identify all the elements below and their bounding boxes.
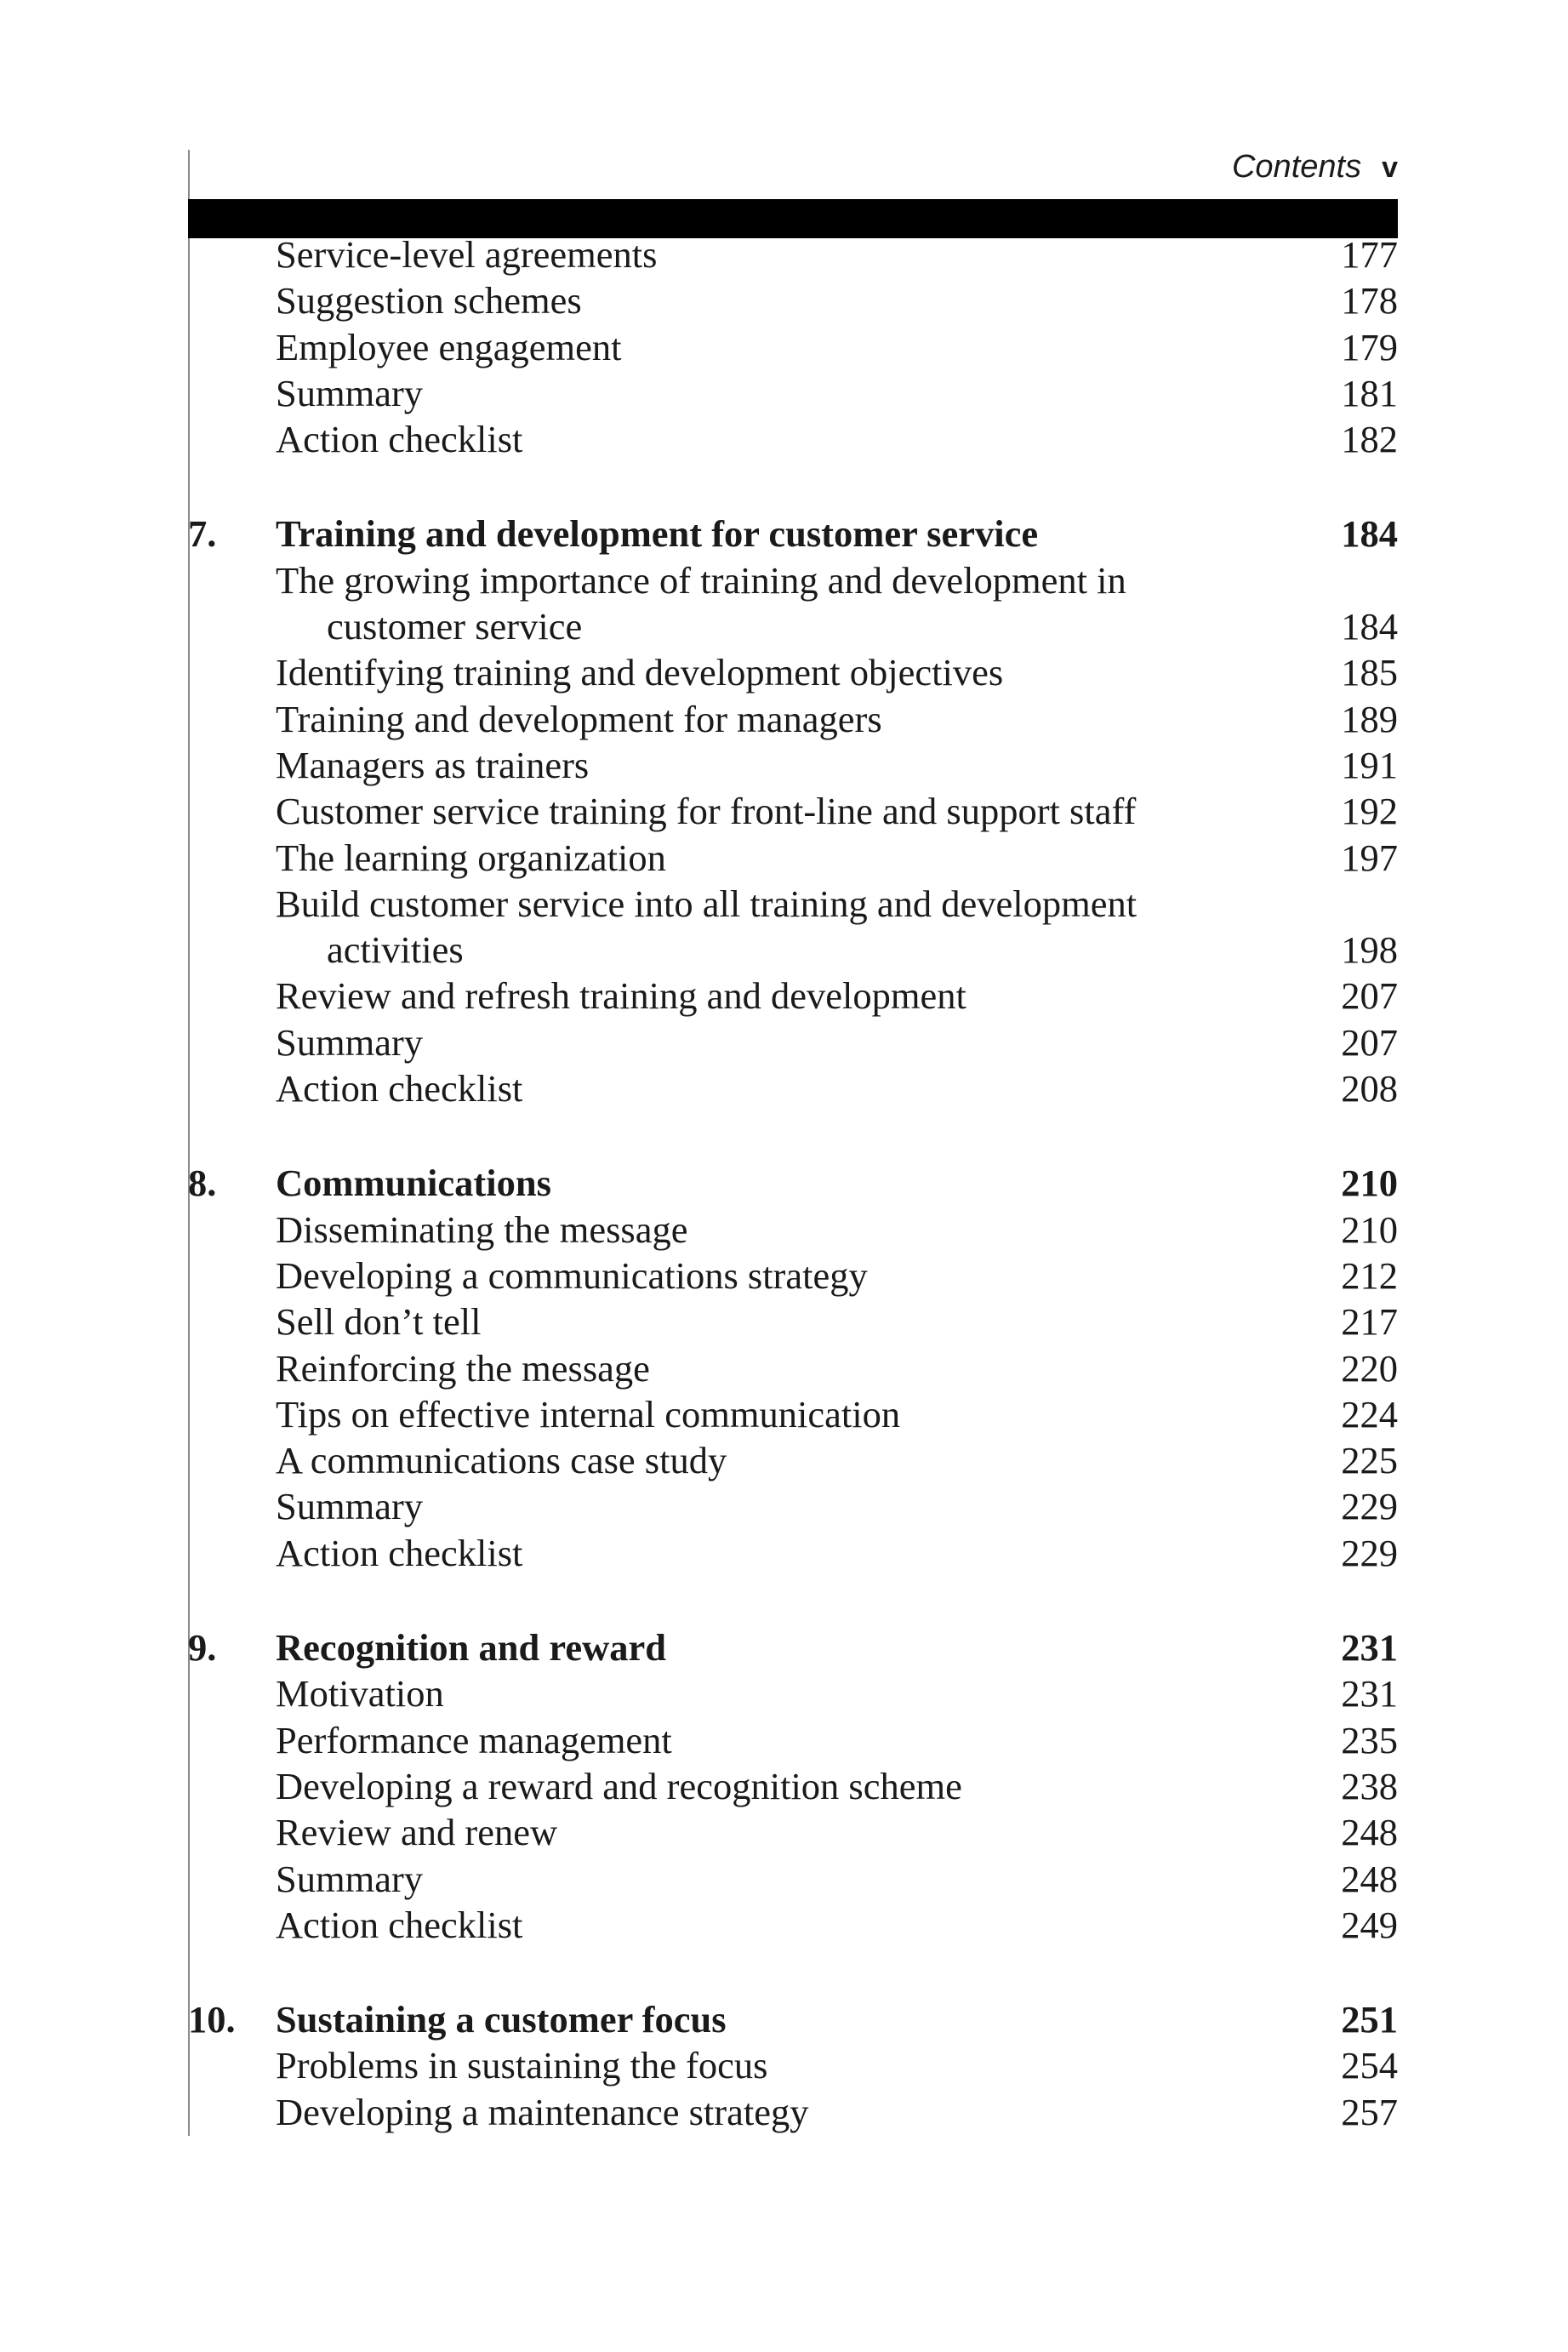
chapter-page: 184 (1341, 512, 1398, 556)
toc-entry-page: 192 (1341, 790, 1398, 833)
toc-entry[interactable] (188, 2089, 1398, 2135)
toc-entry-label: Review and refresh training and development (276, 974, 966, 1018)
toc-entry-label: Suggestion schemes (276, 279, 582, 323)
toc-entry-page: 248 (1341, 1857, 1398, 1900)
toc-entry-label: Summary (276, 1020, 424, 1064)
chapter-7-section (188, 511, 1398, 1111)
running-head (1232, 146, 1398, 188)
toc-entry-label: Summary (276, 371, 424, 414)
toc-entry-label-continued: customer service (327, 605, 583, 648)
toc-entry-page: 229 (1341, 1485, 1398, 1528)
chapter-number: 7. (188, 512, 217, 556)
toc-entry-page: 235 (1341, 1718, 1398, 1761)
toc-entry-label: Summary (276, 1485, 424, 1528)
toc-entry[interactable] (188, 2042, 1398, 2088)
toc-entry-page: 181 (1341, 371, 1398, 414)
chapter-page: 251 (1341, 1998, 1398, 2041)
toc-entry[interactable] (188, 1809, 1398, 1855)
toc-entry-label: The learning organization (276, 836, 666, 879)
chapter-heading[interactable] (188, 1996, 1398, 2042)
toc-entry[interactable] (188, 1530, 1398, 1576)
toc-entry[interactable] (188, 1717, 1398, 1763)
toc-entry[interactable] (188, 1253, 1398, 1299)
toc-entry-label: Employee engagement (276, 325, 622, 368)
toc-entry[interactable] (188, 973, 1398, 1019)
toc-entry[interactable] (188, 1437, 1398, 1483)
chapter-heading[interactable] (188, 1160, 1398, 1206)
running-head-title: Contents (1231, 149, 1362, 185)
page-number: v (1382, 151, 1398, 184)
toc-entry-page: 185 (1341, 651, 1398, 694)
toc-entry-page: 229 (1341, 1531, 1398, 1574)
toc-entry[interactable] (188, 370, 1398, 416)
toc-entry-page: 207 (1341, 974, 1398, 1018)
toc-entry-label-continued: activities (327, 928, 464, 972)
toc-entry[interactable] (188, 788, 1398, 834)
toc-entry[interactable] (188, 277, 1398, 323)
chapter-10-section (188, 1996, 1398, 2135)
toc-entry-label: Action checklist (276, 1531, 523, 1574)
toc-entry[interactable] (188, 1019, 1398, 1065)
toc-entry-label: The growing importance of training and development in (276, 558, 1126, 602)
table-of-contents (188, 231, 1398, 2135)
toc-entry-page: 212 (1341, 1253, 1398, 1297)
toc-entry[interactable] (188, 742, 1398, 788)
toc-entry[interactable] (188, 835, 1398, 881)
chapter-page: 231 (1341, 1626, 1398, 1670)
toc-entry-page: 191 (1341, 743, 1398, 786)
toc-entry-label: Motivation (276, 1672, 444, 1715)
toc-entry-page: 220 (1341, 1346, 1398, 1390)
toc-entry-page: 249 (1341, 1903, 1398, 1946)
toc-entry-label: Developing a reward and recognition scheme (276, 1764, 962, 1807)
toc-entry-label: Customer service training for front-line and support staff (276, 790, 1137, 833)
toc-entry[interactable] (188, 1902, 1398, 1948)
chapter-page: 210 (1341, 1162, 1398, 1205)
toc-entry-page: 208 (1341, 1067, 1398, 1110)
toc-entry[interactable] (188, 324, 1398, 370)
toc-entry-page: 189 (1341, 697, 1398, 740)
toc-entry-label: A communications case study (276, 1439, 727, 1482)
toc-entry[interactable] (188, 1483, 1398, 1529)
toc-entry-label: Service-level agreements (276, 233, 658, 276)
toc-entry-page: 231 (1341, 1672, 1398, 1715)
toc-entry[interactable] (188, 1670, 1398, 1716)
chapter-9-section (188, 1624, 1398, 1948)
toc-entry-label: Identifying training and development objectives (276, 651, 1004, 694)
toc-entry-label: Disseminating the message (276, 1207, 688, 1251)
toc-entry-label: Developing a communications strategy (276, 1253, 868, 1297)
toc-entry-page: 257 (1341, 2090, 1398, 2133)
toc-entry-label: Summary (276, 1857, 424, 1900)
toc-entry-label: Performance management (276, 1718, 672, 1761)
toc-entry-label: Build customer service into all training and development (276, 882, 1138, 925)
toc-entry[interactable] (188, 1299, 1398, 1344)
toc-entry-label: Review and renew (276, 1811, 558, 1854)
chapter-8-section (188, 1160, 1398, 1576)
toc-entry[interactable] (188, 696, 1398, 742)
toc-entry-label: Action checklist (276, 1067, 523, 1110)
toc-entry[interactable] (188, 1207, 1398, 1253)
toc-entry-page: 197 (1341, 836, 1398, 879)
chapter-title: Sustaining a customer focus (276, 1998, 727, 2041)
chapter-heading[interactable] (188, 511, 1398, 557)
chapter-number: 8. (188, 1162, 217, 1205)
toc-entry-label: Action checklist (276, 1903, 523, 1946)
toc-entry-page: 248 (1341, 1811, 1398, 1854)
toc-entry[interactable] (188, 1856, 1398, 1902)
toc-entry-page: 225 (1341, 1439, 1398, 1482)
toc-entry-label: Problems in sustaining the focus (276, 2044, 768, 2087)
toc-entry-label: Sell don’t tell (276, 1300, 482, 1344)
toc-entry-label: Reinforcing the message (276, 1346, 650, 1390)
toc-entry-label: Training and development for managers (276, 697, 882, 740)
toc-entry[interactable] (188, 1763, 1398, 1809)
toc-entry-page: 224 (1341, 1392, 1398, 1436)
toc-entry-label: Tips on effective internal communication (276, 1392, 901, 1436)
chapter-title: Training and development for customer service (276, 512, 1039, 556)
toc-entry[interactable] (188, 881, 1398, 973)
toc-entry-page: 177 (1341, 233, 1398, 276)
toc-entry-page: 198 (1341, 928, 1398, 972)
chapter-heading[interactable] (188, 1624, 1398, 1670)
toc-entry-page: 210 (1341, 1207, 1398, 1251)
toc-entry[interactable] (188, 649, 1398, 695)
toc-entry[interactable] (188, 1391, 1398, 1437)
toc-entry[interactable] (188, 557, 1398, 650)
toc-entry[interactable] (188, 1065, 1398, 1111)
toc-entry[interactable] (188, 416, 1398, 462)
toc-entry-page: 182 (1341, 418, 1398, 461)
toc-entry-label: Developing a maintenance strategy (276, 2090, 809, 2133)
chapter-number: 9. (188, 1626, 217, 1670)
carryover-section (188, 231, 1398, 462)
toc-entry-label: Action checklist (276, 418, 523, 461)
toc-entry-page: 217 (1341, 1300, 1398, 1344)
toc-entry-page: 184 (1341, 605, 1398, 648)
toc-entry-page: 254 (1341, 2044, 1398, 2087)
toc-entry[interactable] (188, 231, 1398, 277)
toc-entry[interactable] (188, 1345, 1398, 1391)
toc-entry-page: 207 (1341, 1020, 1398, 1064)
toc-entry-page: 178 (1341, 279, 1398, 323)
chapter-title: Communications (276, 1162, 551, 1205)
toc-entry-page: 238 (1341, 1764, 1398, 1807)
chapter-number: 10. (188, 1998, 236, 2041)
toc-entry-label: Managers as trainers (276, 743, 590, 786)
toc-entry-page: 179 (1341, 325, 1398, 368)
chapter-title: Recognition and reward (276, 1626, 667, 1670)
